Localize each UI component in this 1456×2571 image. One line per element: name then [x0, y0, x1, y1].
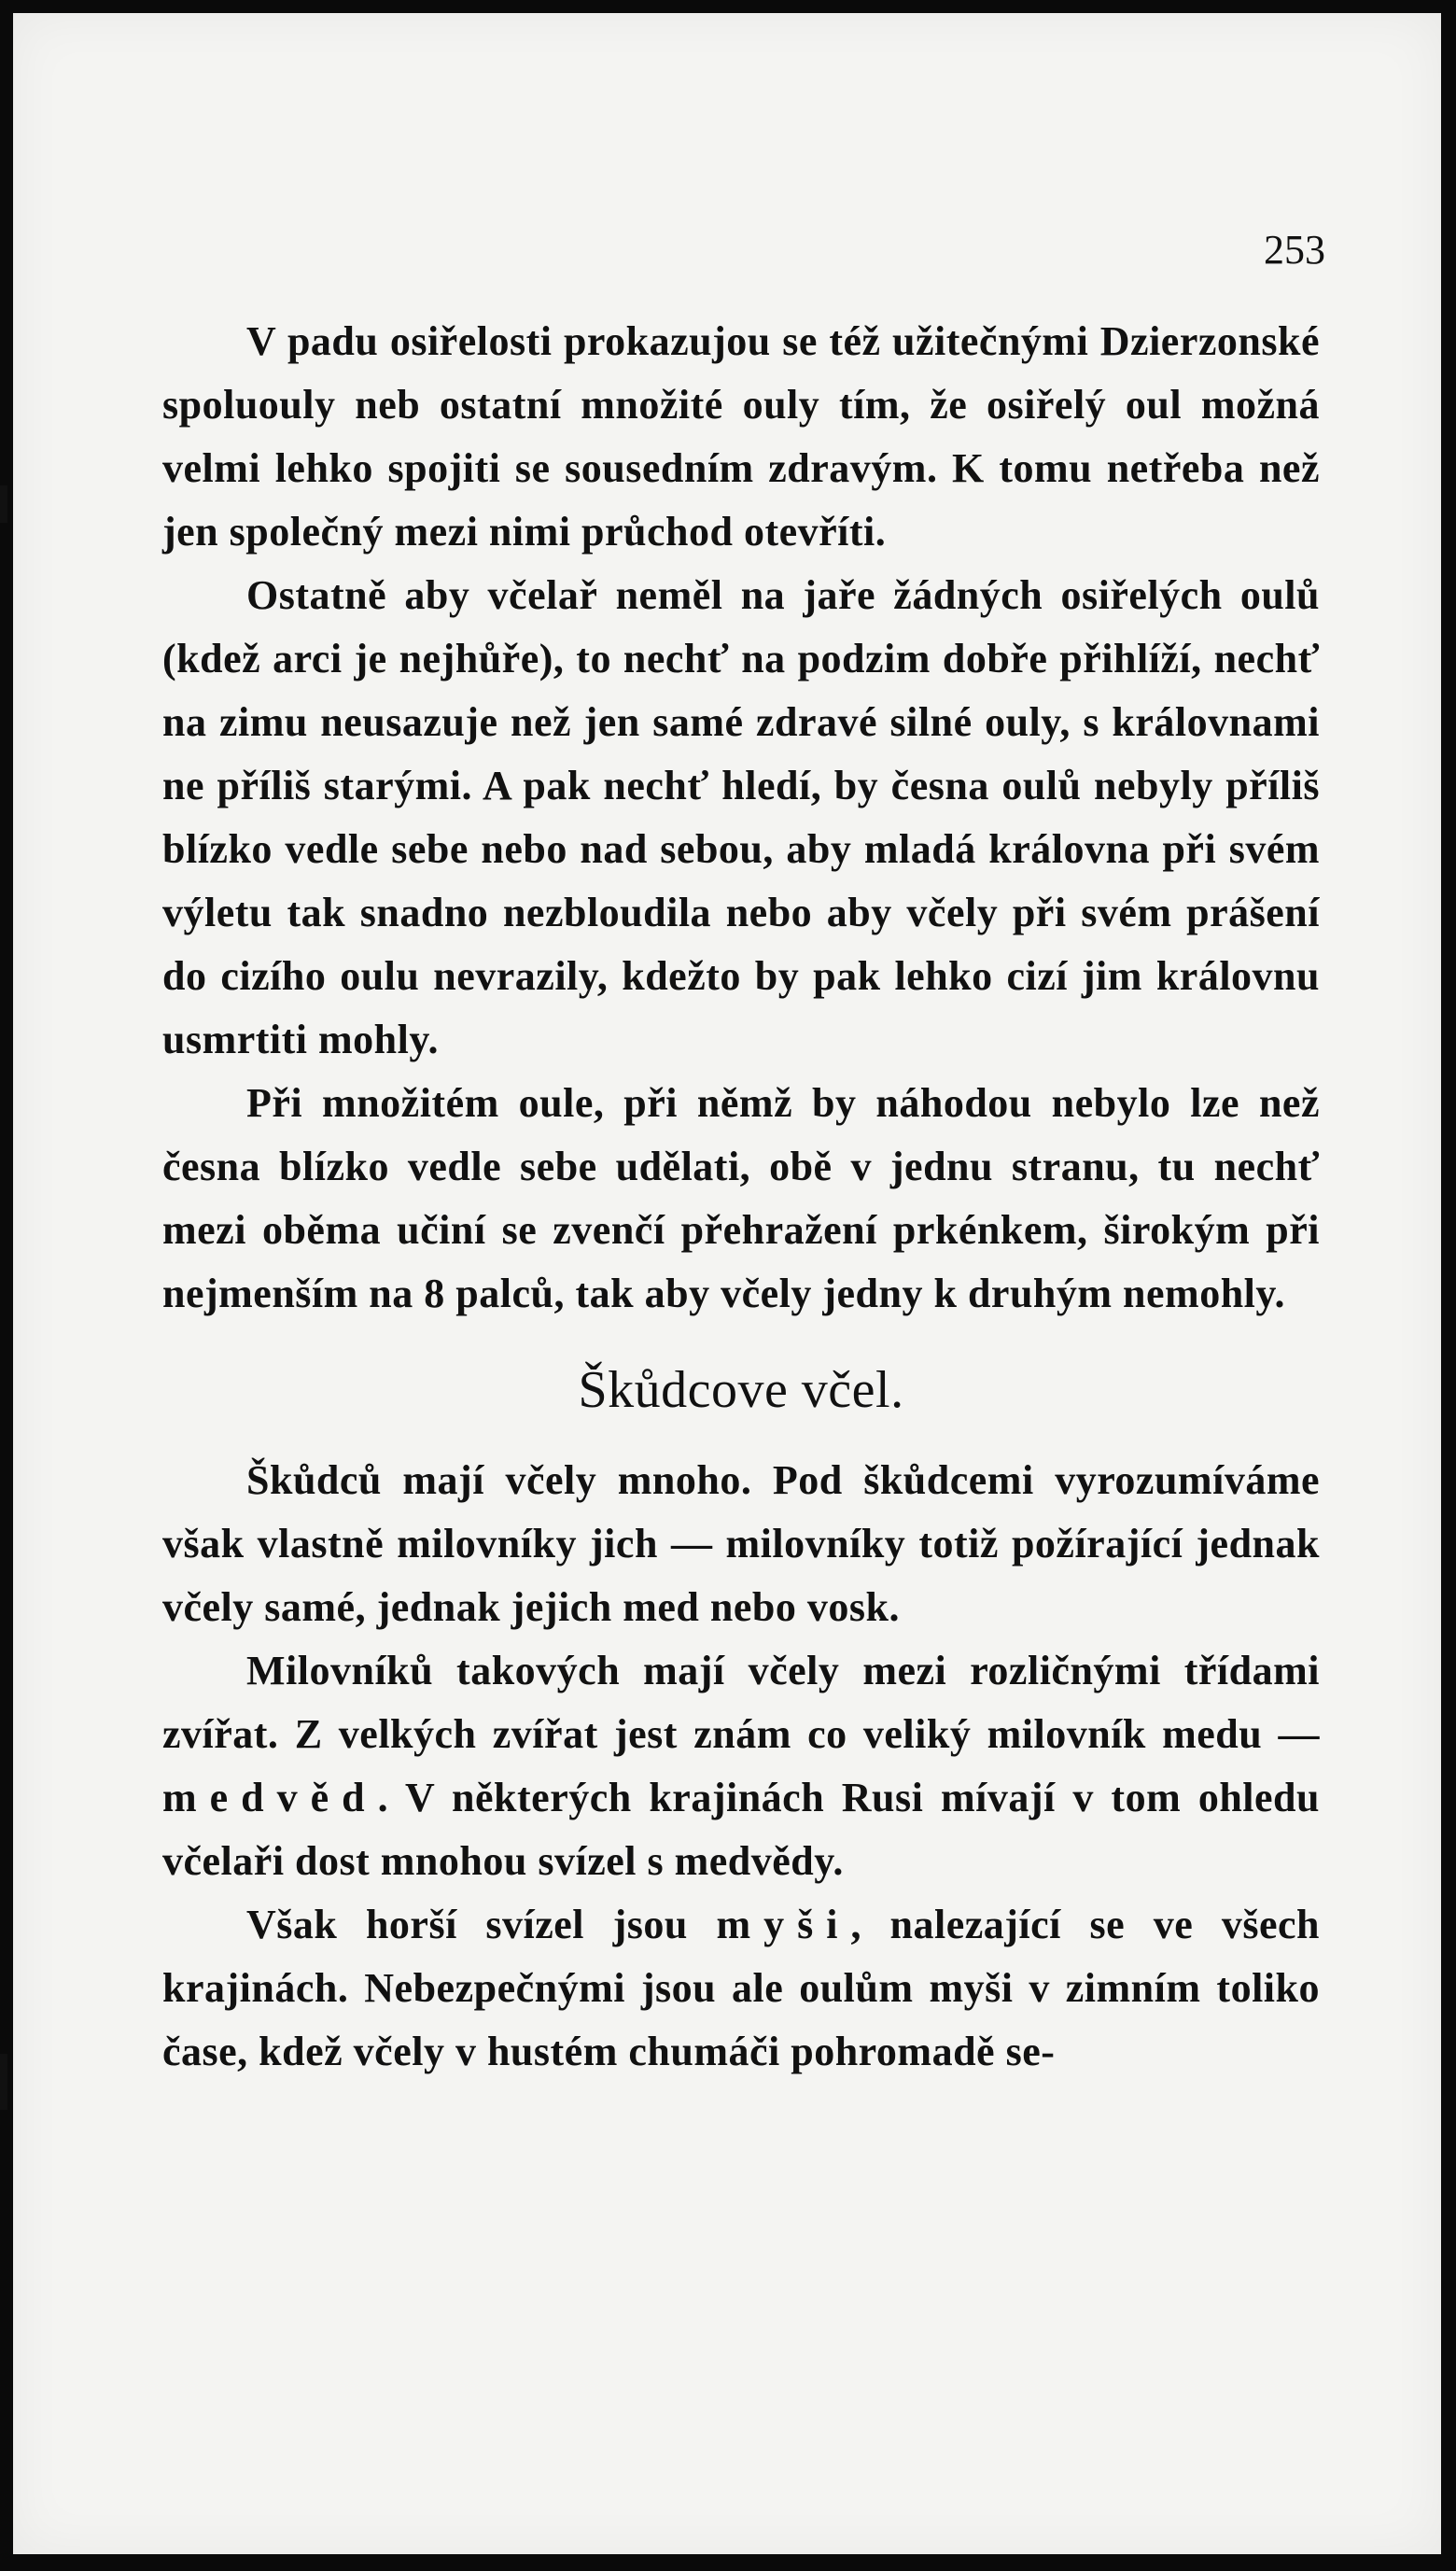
paragraph-5-text-start: Milovníků takových mají včely mezi rozličnými třídami zvířat. Z velkých zvířat jest znám co veliký milovník medu — — [162, 1648, 1320, 1757]
book-page — [13, 13, 1441, 2554]
paragraph-4: Škůdců mají včely mnoho. Pod škůdcemi vyrozumíváme však vlastně milovníky jich — milovníky totiž požírající jednak včely samé, jednak jejich med nebo vosk. — [162, 1457, 1320, 1630]
paragraph-5-text-end: . V některých krajinách Rusi mívají v tom ohledu včelaři dost mnohou svízel s medvědy. — [162, 1775, 1320, 1884]
paragraph-6-text-start: Však horší svízel jsou — [246, 1902, 717, 1947]
scan-edge-mark — [0, 485, 7, 523]
section-heading: Škůdcove včel. — [578, 1361, 904, 1419]
spaced-term-mysi: myši — [716, 1902, 851, 1947]
paragraph-2: Ostatně aby včelař neměl na jaře žádných osiřelých oulů (kdež arci je nejhůře), to nechť na podzim dobře přihlíží, nechť na zimu neusazuje než jen samé zdravé silné ouly, s královnami ne příliš starými. A pak nechť hledí, by česna oulů nebyly příliš blízko vedle sebe nebo nad sebou, aby mladá královna při svém výletu tak snadno nezbloudila nebo aby včely při svém prášení do cizího oulu nevrazily, kdežto by pak lehko cizí jim královnu usmrtiti mohly. — [162, 572, 1320, 1062]
spaced-term-medved: medvěd — [162, 1775, 378, 1820]
paragraph-1: V padu osiřelosti prokazujou se též užitečnými Dzierzonské spoluouly neb ostatní množité ouly tím, že osiřelý oul možná velmi lehko spojiti se sousedním zdravým. K tomu netřeba než jen společný mezi nimi průchod otevříti. — [162, 318, 1320, 555]
scan-edge-mark — [0, 2054, 7, 2110]
paragraph-3: Při množitém oule, při němž by náhodou nebylo lze než česna blízko vedle sebe udělati, obě v jednu stranu, tu nechť mezi oběma učiní se zvenčí přehražení prkénkem, širokým při nejmenším na 8 palců, tak aby včely jedny k druhým nemohly. — [162, 1080, 1320, 1316]
paragraph-5 — [162, 1639, 1320, 1893]
page-number: 253 — [1264, 227, 1325, 273]
paragraph-6 — [162, 1893, 1320, 2084]
paragraph-6-text-end: , nalezající se ve všech krajinách. Nebezpečnými jsou ale oulům myši v zimním toliko čase, kdež včely v hustém chumáči pohromadě se- — [162, 1902, 1320, 2074]
body-text — [162, 310, 1320, 2084]
